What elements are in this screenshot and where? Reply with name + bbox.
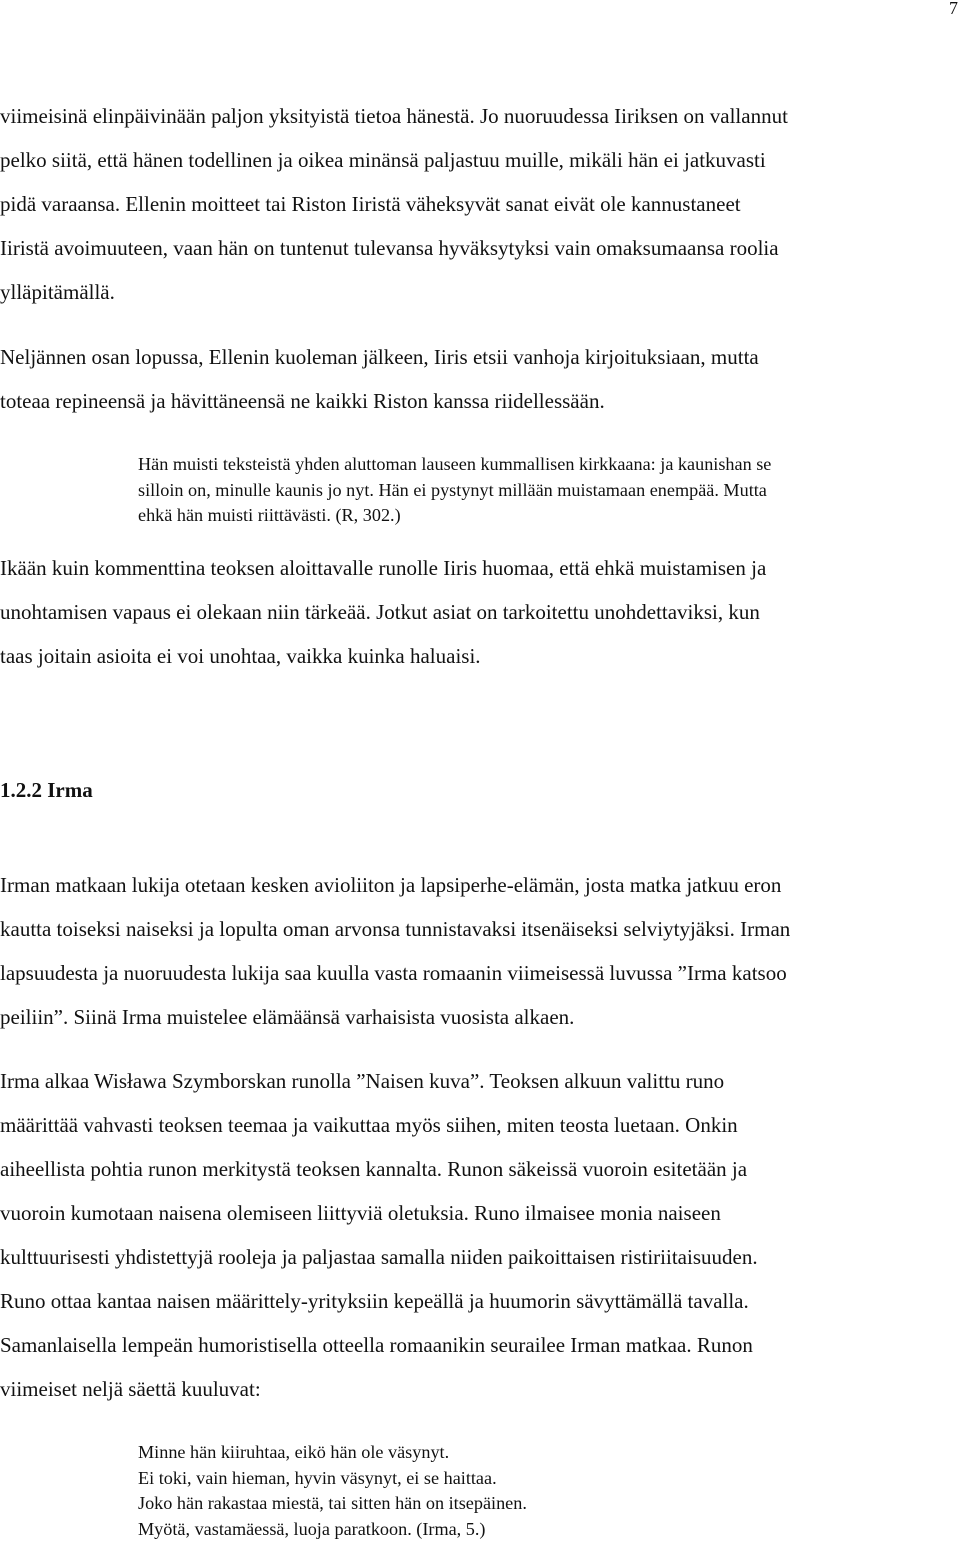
block-quote-riston bbox=[138, 452, 946, 529]
text-line: ylläpitämällä. bbox=[0, 280, 115, 304]
text-line: aiheellista pohtia runon merkitystä teoksen kannalta. Runon säkeissä vuoroin esitetään ja bbox=[0, 1157, 748, 1181]
page-number: 7 bbox=[949, 0, 958, 18]
text-line: unohtamisen vapaus ei olekaan niin tärkeää. Jotkut asiat on tarkoitettu unohdettaviksi, kun bbox=[0, 600, 760, 624]
block-quote-poem bbox=[138, 1440, 946, 1542]
text-line: Iiristä avoimuuteen, vaan hän on tuntenut tulevansa hyväksytyksi vain omaksumaansa roolia bbox=[0, 236, 779, 260]
text-line: pelko siitä, että hänen todellinen ja oikea minänsä paljastuu muille, mikäli hän ei jatkuvasti bbox=[0, 148, 766, 172]
paragraph-irma-journey bbox=[0, 863, 952, 1039]
text-line: määrittää vahvasti teoksen teemaa ja vaikuttaa myös siihen, miten teosta luetaan. Onkin bbox=[0, 1113, 738, 1137]
poem-line: Ei toki, vain hieman, hyvin väsynyt, ei se haittaa. bbox=[138, 1467, 497, 1488]
text-line: Runo ottaa kantaa naisen määrittely-yrityksiin kepeällä ja huumorin sävyttämällä tavalla. bbox=[0, 1289, 749, 1313]
poem-line: Minne hän kiiruhtaa, eikö hän ole väsynyt. bbox=[138, 1442, 450, 1462]
paragraph-old-writings bbox=[0, 335, 952, 423]
text-line: toteaa repineensä ja hävittäneensä ne kaikki Riston kanssa riidellessään. bbox=[0, 389, 605, 413]
quote-line: silloin on, minulle kaunis jo nyt. Hän ei pystynyt millään muistamaan enempää. Mutta bbox=[138, 479, 767, 500]
paragraph-forgetting bbox=[0, 546, 952, 678]
text-line: Irma alkaa Wisława Szymborskan runolla ”Naisen kuva”. Teoksen alkuun valittu runo bbox=[0, 1069, 725, 1093]
text-line: pidä varaansa. Ellenin moitteet tai Riston Iiristä väheksyvät sanat eivät ole kannustaneet bbox=[0, 192, 741, 216]
text-line: viimeiset neljä säettä kuuluvat: bbox=[0, 1377, 261, 1401]
text-line: Neljännen osan lopussa, Ellenin kuoleman jälkeen, Iiris etsii vanhoja kirjoituksiaan, mutta bbox=[0, 345, 759, 369]
text-line: viimeisinä elinpäivinään paljon yksityistä tietoa hänestä. Jo nuoruudessa Iiriksen on vallannut bbox=[0, 104, 788, 128]
text-line: kulttuurisesti yhdistettyjä rooleja ja paljastaa samalla niiden paikoittaisen ristiriitaisuuden. bbox=[0, 1245, 758, 1269]
text-line: lapsuudesta ja nuoruudesta lukija saa kuulla vasta romaanin viimeisessä luvussa ”Irma katsoo bbox=[0, 961, 787, 985]
text-line: vuoroin kumotaan naisena olemiseen liittyviä oletuksia. Runo ilmaisee monia naiseen bbox=[0, 1201, 721, 1225]
section-heading-irma: 1.2.2 Irma bbox=[0, 778, 93, 802]
text-line: Irman matkaan lukija otetaan kesken avioliiton ja lapsiperhe-elämän, josta matka jatkuu eron bbox=[0, 873, 782, 897]
quote-line: ehkä hän muisti riittävästi. (R, 302.) bbox=[138, 505, 401, 525]
text-line: peiliin”. Siinä Irma muistelee elämäänsä varhaisista vuosista alkaen. bbox=[0, 1005, 575, 1029]
text-line: taas joitain asioita ei voi unohtaa, vaikka kuinka haluaisi. bbox=[0, 644, 481, 668]
text-line: kautta toiseksi naiseksi ja lopulta oman arvonsa tunnistavaksi itsenäiseksi selviytyjäksi. Irman bbox=[0, 917, 791, 941]
paragraph-szymborska-poem bbox=[0, 1059, 952, 1411]
paragraph-iiris-privacy bbox=[0, 94, 952, 314]
text-line: Ikään kuin kommenttina teoksen aloittavalle runolle Iiris huomaa, että ehkä muistamisen ja bbox=[0, 556, 767, 580]
poem-line: Myötä, vastamäessä, luoja paratkoon. (Irma, 5.) bbox=[138, 1518, 486, 1539]
text-line: Samanlaisella lempeän humoristisella otteella romaanikin seurailee Irman matkaa. Runon bbox=[0, 1333, 753, 1357]
quote-line: Hän muisti teksteistä yhden aluttoman lauseen kummallisen kirkkaana: ja kaunishan se bbox=[138, 454, 772, 474]
poem-line: Joko hän rakastaa miestä, tai sitten hän on itsepäinen. bbox=[138, 1493, 527, 1513]
